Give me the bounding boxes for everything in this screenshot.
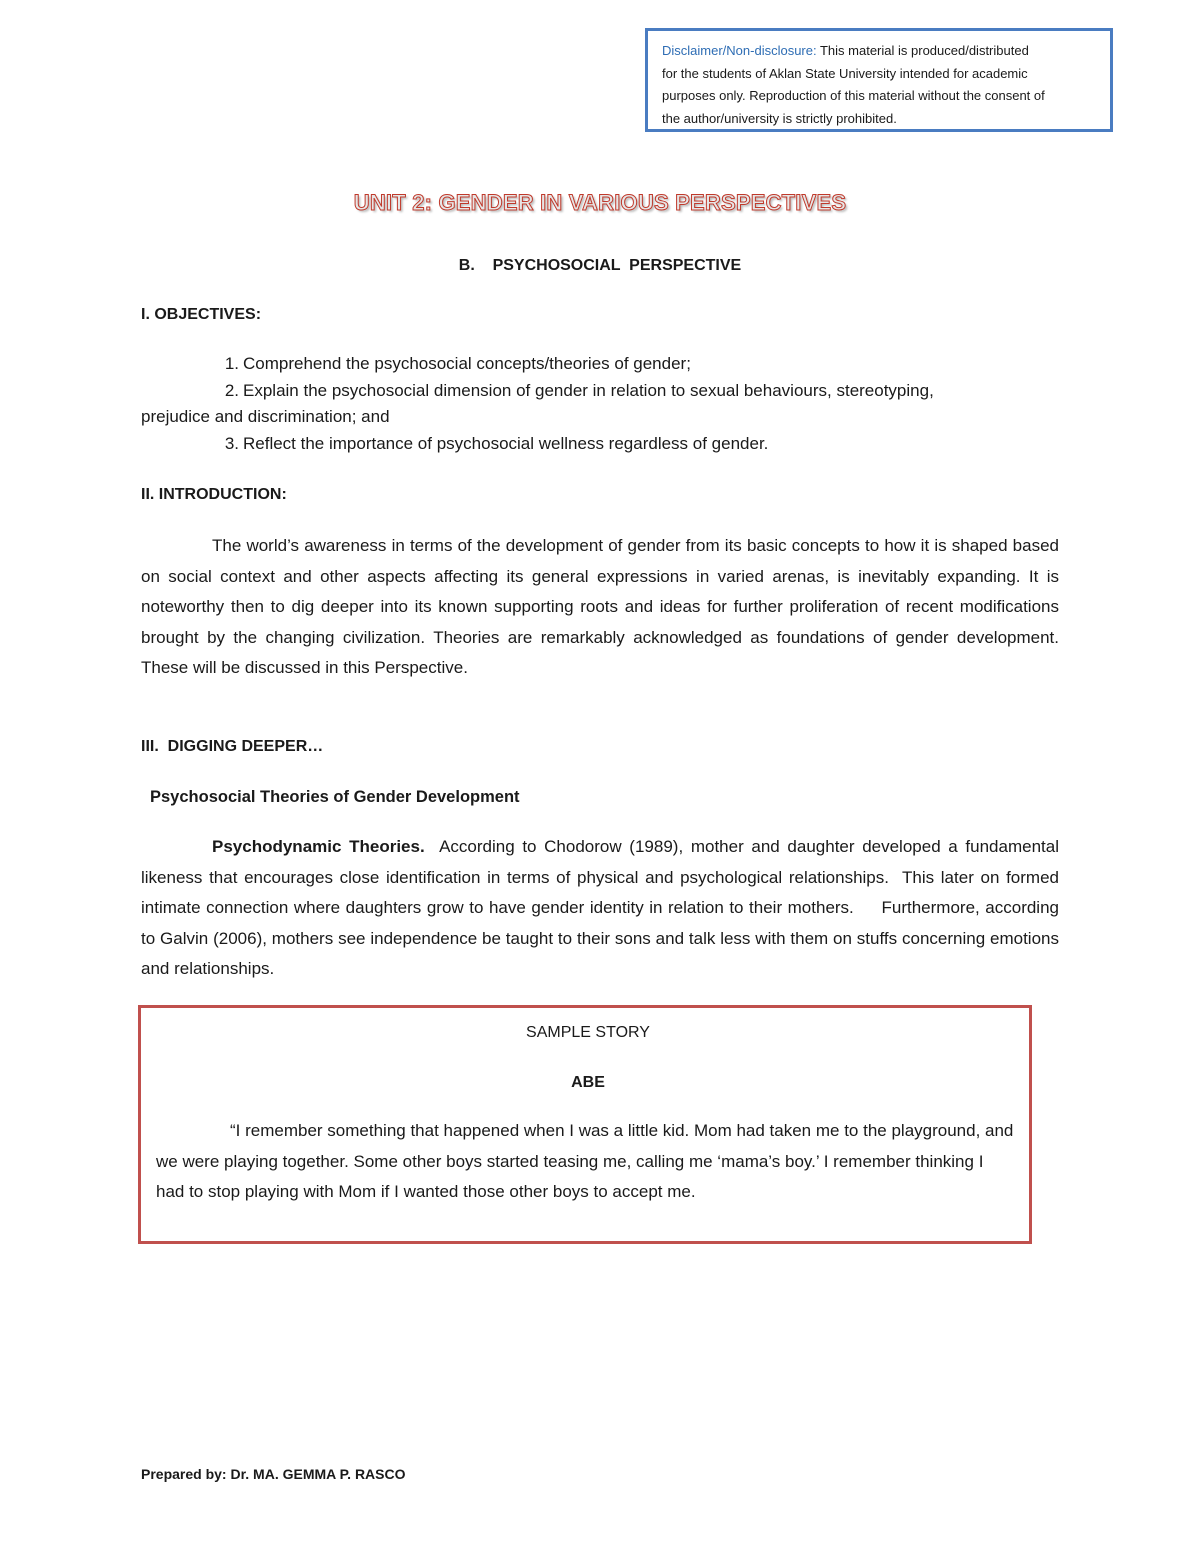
introduction-text: The world’s awareness in terms of the development of gender from its basic concepts to how it is shaped based on social context and other aspects affecting its general expressions in varied arenas, is inevitably expanding. It is noteworthy then to dig deeper into its known supporting roots and ideas for further proliferation of recent modifications brought by the changing civilization. Theories are remarkably acknowledged as foundations of gender development. These will be discussed in this Perspective. (141, 536, 1059, 677)
disclaimer-line-3: purposes only. Reproduction of this material without the consent of (662, 88, 1045, 103)
unit-title: UNIT 2: GENDER IN VARIOUS PERSPECTIVES (353, 190, 847, 215)
objectives-heading: I. OBJECTIVES: (141, 306, 262, 323)
objective-item (141, 378, 1061, 405)
objective-number: 2. (224, 380, 239, 400)
objective-text: Reflect the importance of psychosocial wellness regardless of gender. (243, 433, 769, 453)
story-label: SAMPLE STORY (526, 1024, 650, 1041)
disclaimer-line-1 (662, 40, 1096, 63)
story-body: “I remember something that happened when I was a little kid. Mom had taken me to the playground, and we were playing together. Some other boys started teasing me, calling me ‘mama’s boy.’ I remember thinking I had to stop playing with Mom if I wanted those other boys to accept me. (156, 1121, 1014, 1201)
introduction-heading: II. INTRODUCTION: (141, 486, 287, 503)
story-text (156, 1116, 1016, 1208)
disclaimer-box (645, 28, 1113, 132)
psychodynamic-lead: Psychodynamic Theories. (212, 837, 425, 856)
objective-text: Comprehend the psychosocial concepts/theories of gender; (243, 354, 691, 373)
objective-text: Explain the psychosocial dimension of gender in relation to sexual behaviours, stereotyping, (243, 380, 934, 400)
disclaimer-lead: Disclaimer/Non-disclosure: (662, 43, 817, 58)
sample-story-box (138, 1005, 1032, 1244)
section-heading: B. PSYCHOSOCIAL PERSPECTIVE (458, 257, 742, 274)
objectives-list (141, 351, 1061, 457)
objective-item (141, 431, 1061, 458)
digging-heading: III. DIGGING DEEPER… (141, 738, 324, 755)
prepared-by-footer: Prepared by: Dr. MA. GEMMA P. RASCO (141, 1466, 406, 1482)
psychodynamic-text: According to Chodorow (1989), mother and daughter developed a fundamental likeness that encourages close identification in terms of physical and psychological relationships. This later on formed intimate connection where daughters grow to have gender identity in relation to their mothers. Furthermore, according to Galvin (2006), mothers see independence be taught to their sons and talk less with them on stuffs concerning emotions and relationships. (141, 837, 1064, 978)
objective-item (141, 351, 1061, 378)
objective-continuation: prejudice and discrimination; and (141, 407, 390, 426)
disclaimer-line-1-rest: This material is produced/distributed (816, 43, 1029, 58)
disclaimer-line-4: the author/university is strictly prohibited. (662, 110, 897, 126)
theories-subheading: Psychosocial Theories of Gender Development (150, 788, 520, 806)
objective-number: 1. (224, 354, 239, 373)
story-name: ABE (571, 1074, 605, 1091)
disclaimer-line-2: for the students of Aklan State University intended for academic (662, 65, 1028, 81)
introduction-paragraph (141, 531, 1059, 684)
objective-number: 3. (224, 433, 239, 453)
psychodynamic-paragraph (141, 832, 1064, 985)
